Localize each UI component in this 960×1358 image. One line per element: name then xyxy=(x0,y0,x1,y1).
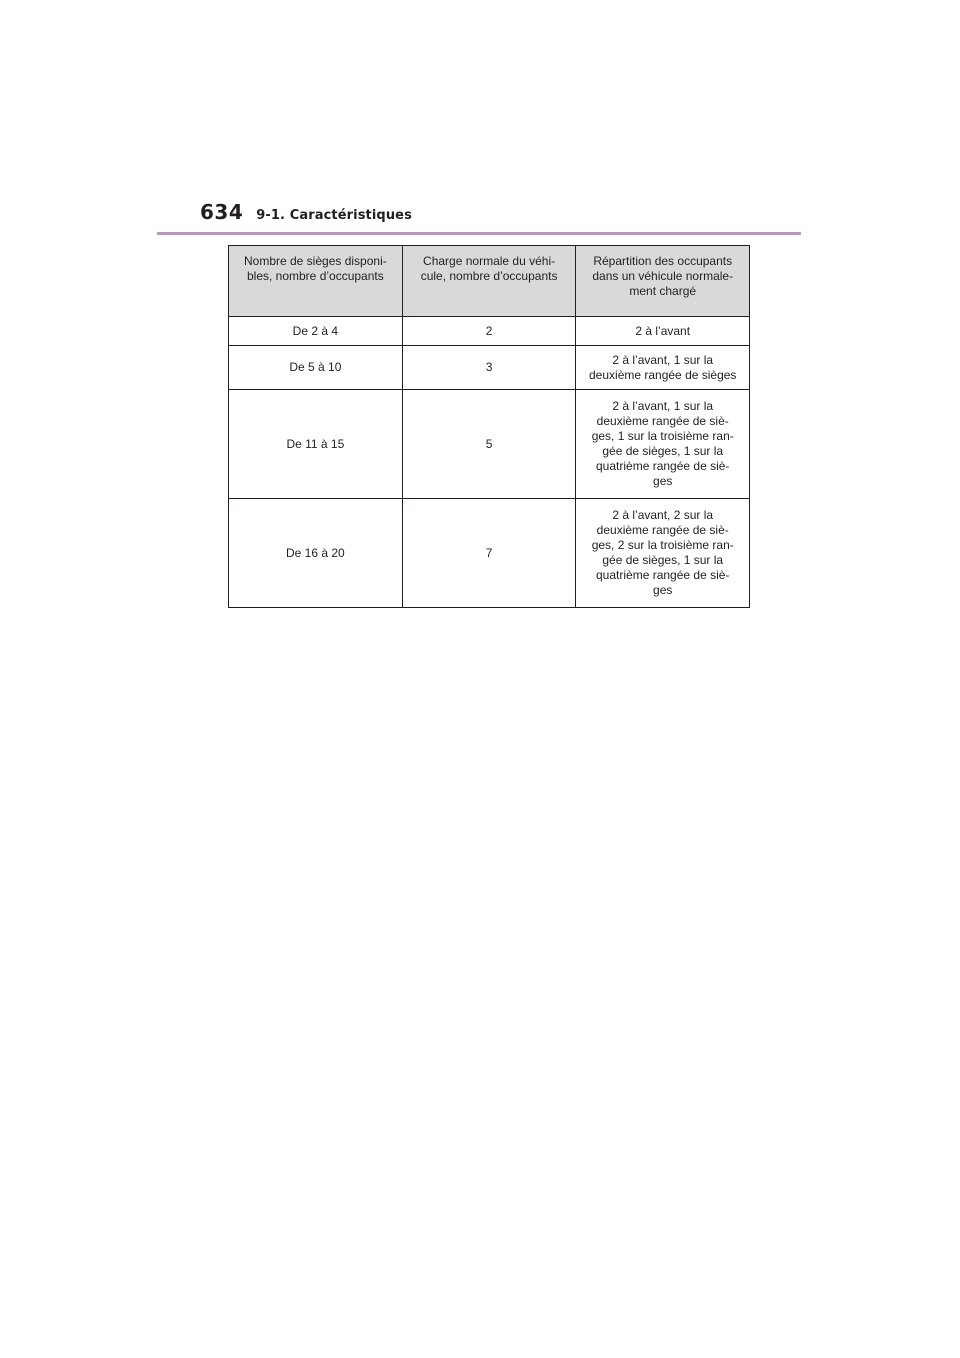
cell-distribution: 2 à l’avant, 1 sur la deuxième rangée de siè- ges, 1 sur la troisième ran- gée de sièges, 1 sur la quatrième rangée de siè- ges xyxy=(576,390,750,499)
table-row xyxy=(229,499,750,608)
cell-load: 3 xyxy=(402,346,576,390)
occupant-distribution-table xyxy=(228,245,750,608)
cell-distribution: 2 à l’avant, 2 sur la deuxième rangée de siè- ges, 2 sur la troisième ran- gée de sièges, 1 sur la quatrième rangée de siè- ges xyxy=(576,499,750,608)
cell-distribution: 2 à l’avant, 1 sur la deuxième rangée de sièges xyxy=(576,346,750,390)
cell-distribution: 2 à l’avant xyxy=(576,317,750,346)
section-title: 9-1. Caractéristiques xyxy=(256,208,412,223)
cell-load: 5 xyxy=(402,390,576,499)
table-row xyxy=(229,346,750,390)
column-header-load: Charge normale du véhi- cule, nombre d’occupants xyxy=(402,246,576,317)
cell-load: 7 xyxy=(402,499,576,608)
cell-load: 2 xyxy=(402,317,576,346)
table-row xyxy=(229,317,750,346)
table-header-row xyxy=(229,246,750,317)
cell-seats: De 11 à 15 xyxy=(229,390,403,499)
column-header-seats: Nombre de sièges disponi- bles, nombre d’occupants xyxy=(229,246,403,317)
cell-seats: De 5 à 10 xyxy=(229,346,403,390)
cell-seats: De 16 à 20 xyxy=(229,499,403,608)
cell-seats: De 2 à 4 xyxy=(229,317,403,346)
page-header xyxy=(200,200,412,224)
table-row xyxy=(229,390,750,499)
header-divider xyxy=(157,232,801,235)
column-header-distribution: Répartition des occupants dans un véhicule normale- ment chargé xyxy=(576,246,750,317)
page-number: 634 xyxy=(200,200,244,224)
